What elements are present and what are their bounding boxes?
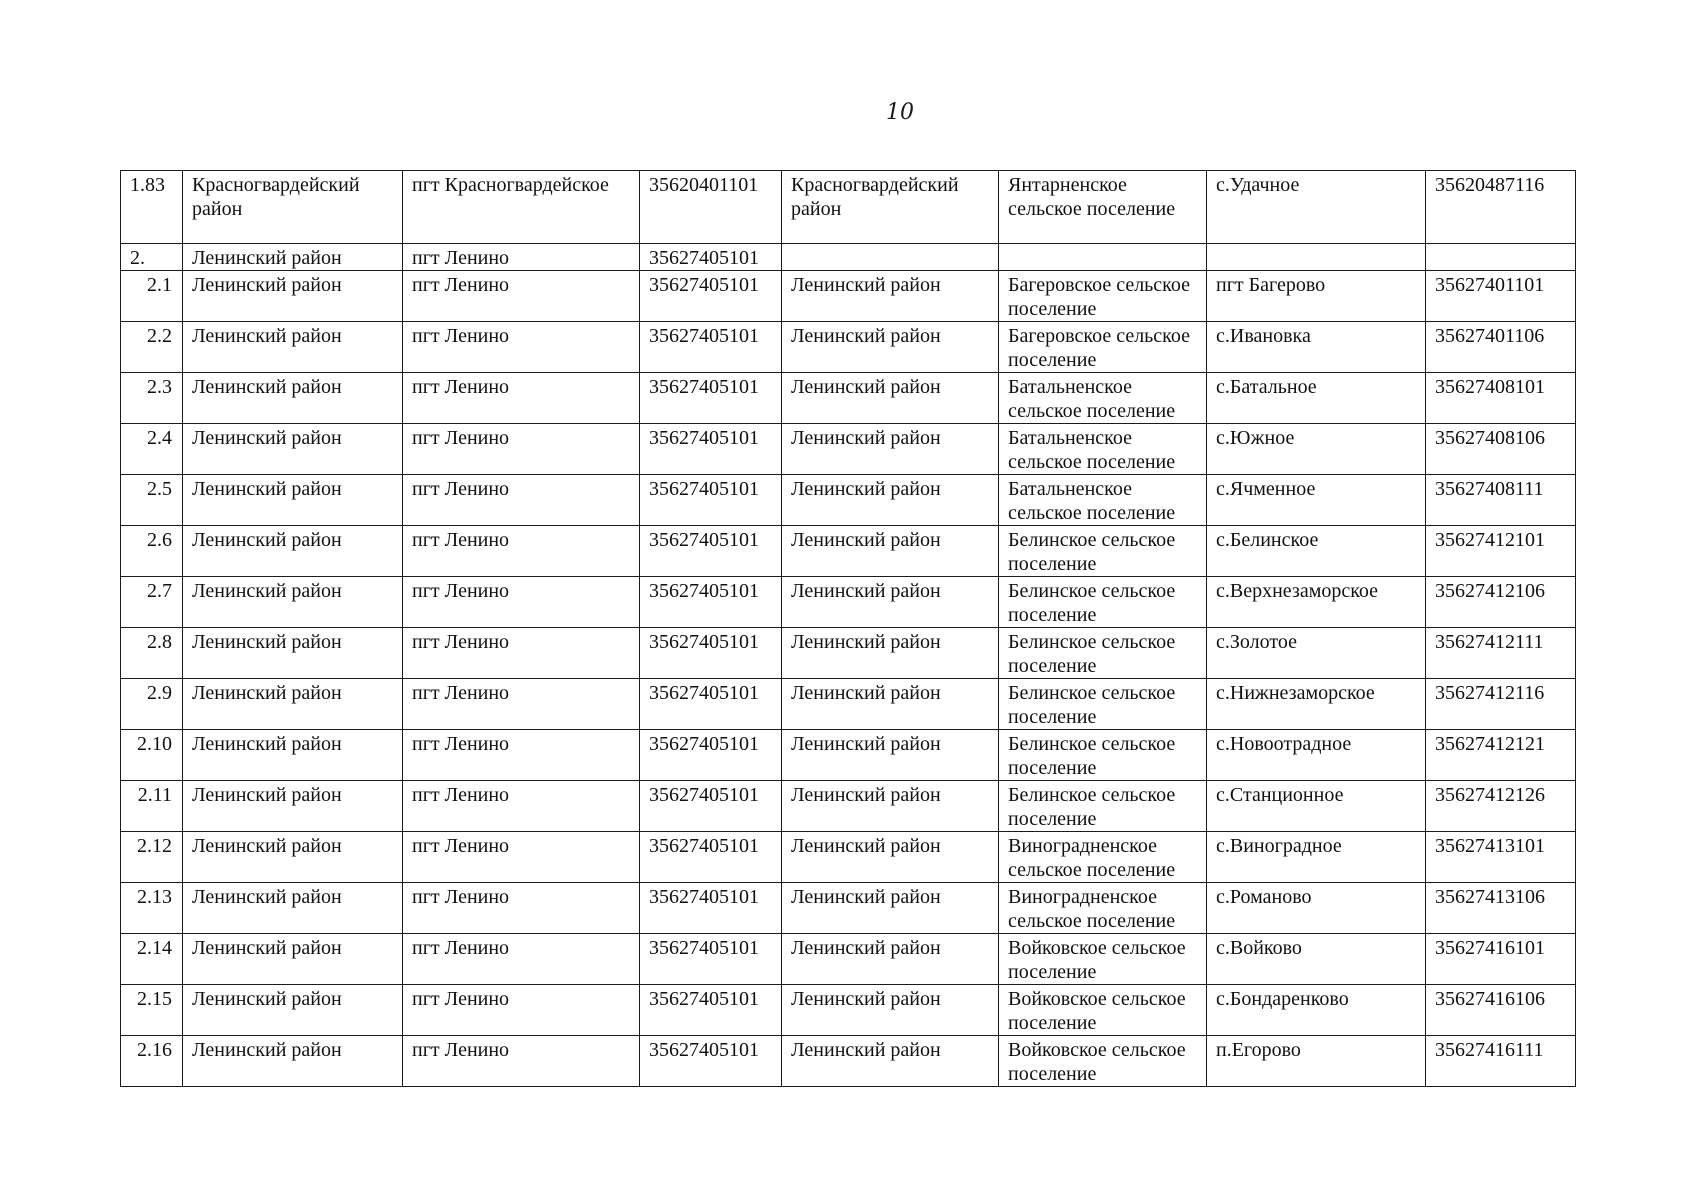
target-district-cell: Ленинский район: [782, 1036, 999, 1087]
target-settlement-cell: с.Ивановка: [1207, 322, 1426, 373]
target-district-cell: Ленинский район: [782, 424, 999, 475]
target-code-cell: [1426, 244, 1576, 271]
source-settlement-cell: пгт Ленино: [403, 526, 640, 577]
row-number-cell: 2.13: [121, 883, 183, 934]
target-settlement-cell: с.Верхнезаморское: [1207, 577, 1426, 628]
target-district-cell: Ленинский район: [782, 883, 999, 934]
table-row: [121, 526, 1576, 577]
target-settlement-cell: с.Удачное: [1207, 171, 1426, 244]
source-district-cell: Ленинский район: [183, 781, 403, 832]
source-settlement-cell: пгт Ленино: [403, 934, 640, 985]
registry-table: [120, 170, 1576, 1087]
table-row: [121, 934, 1576, 985]
source-settlement-cell: пгт Ленино: [403, 730, 640, 781]
municipality-cell: Войковское сельское поселение: [999, 985, 1207, 1036]
target-settlement-cell: п.Егорово: [1207, 1036, 1426, 1087]
target-district-cell: Ленинский район: [782, 526, 999, 577]
table-row: [121, 985, 1576, 1036]
municipality-cell: Янтарненское сельское поселение: [999, 171, 1207, 244]
source-settlement-cell: пгт Ленино: [403, 271, 640, 322]
municipality-cell: Батальненское сельское поселение: [999, 424, 1207, 475]
target-district-cell: Красногвардейский район: [782, 171, 999, 244]
source-district-cell: Ленинский район: [183, 526, 403, 577]
source-code-cell: 35627405101: [640, 730, 782, 781]
table-row: [121, 475, 1576, 526]
registry-table-body: [121, 171, 1576, 1087]
target-code-cell: 35627412126: [1426, 781, 1576, 832]
target-district-cell: Ленинский район: [782, 475, 999, 526]
table-row: [121, 244, 1576, 271]
target-settlement-cell: с.Войково: [1207, 934, 1426, 985]
target-settlement-cell: с.Бондаренково: [1207, 985, 1426, 1036]
page-number: 10: [886, 100, 914, 125]
row-number-cell: 2.4: [121, 424, 183, 475]
row-number-cell: 1.83: [121, 171, 183, 244]
row-number-cell: 2.15: [121, 985, 183, 1036]
source-settlement-cell: пгт Ленино: [403, 322, 640, 373]
target-code-cell: 35627416106: [1426, 985, 1576, 1036]
municipality-cell: Батальненское сельское поселение: [999, 373, 1207, 424]
target-code-cell: 35627412121: [1426, 730, 1576, 781]
table-row: [121, 171, 1576, 244]
target-district-cell: Ленинский район: [782, 373, 999, 424]
source-district-cell: Ленинский район: [183, 679, 403, 730]
table-row: [121, 628, 1576, 679]
row-number-cell: 2.6: [121, 526, 183, 577]
source-code-cell: 35627405101: [640, 781, 782, 832]
source-settlement-cell: пгт Ленино: [403, 883, 640, 934]
target-code-cell: 35627416111: [1426, 1036, 1576, 1087]
source-code-cell: 35627405101: [640, 244, 782, 271]
source-district-cell: Ленинский район: [183, 628, 403, 679]
row-number-cell: 2.5: [121, 475, 183, 526]
source-code-cell: 35620401101: [640, 171, 782, 244]
source-code-cell: 35627405101: [640, 934, 782, 985]
row-number-cell: 2.10: [121, 730, 183, 781]
target-code-cell: 35627408111: [1426, 475, 1576, 526]
source-code-cell: 35627405101: [640, 475, 782, 526]
source-settlement-cell: пгт Ленино: [403, 985, 640, 1036]
source-district-cell: Ленинский район: [183, 985, 403, 1036]
target-district-cell: Ленинский район: [782, 781, 999, 832]
source-settlement-cell: пгт Ленино: [403, 373, 640, 424]
source-code-cell: 35627405101: [640, 832, 782, 883]
source-code-cell: 35627405101: [640, 373, 782, 424]
row-number-cell: 2.11: [121, 781, 183, 832]
source-district-cell: Ленинский район: [183, 577, 403, 628]
target-district-cell: Ленинский район: [782, 934, 999, 985]
source-code-cell: 35627405101: [640, 679, 782, 730]
source-district-cell: Ленинский район: [183, 322, 403, 373]
source-settlement-cell: пгт Ленино: [403, 424, 640, 475]
source-settlement-cell: пгт Ленино: [403, 475, 640, 526]
source-settlement-cell: пгт Ленино: [403, 628, 640, 679]
table-row: [121, 322, 1576, 373]
source-district-cell: Ленинский район: [183, 934, 403, 985]
source-settlement-cell: пгт Ленино: [403, 679, 640, 730]
municipality-cell: Войковское сельское поселение: [999, 934, 1207, 985]
target-settlement-cell: с.Романово: [1207, 883, 1426, 934]
source-district-cell: Ленинский район: [183, 424, 403, 475]
table-row: [121, 781, 1576, 832]
row-number-cell: 2.: [121, 244, 183, 271]
table-row: [121, 679, 1576, 730]
source-code-cell: 35627405101: [640, 424, 782, 475]
target-code-cell: 35627401106: [1426, 322, 1576, 373]
municipality-cell: Белинское сельское поселение: [999, 781, 1207, 832]
source-district-cell: Ленинский район: [183, 730, 403, 781]
target-settlement-cell: с.Белинское: [1207, 526, 1426, 577]
target-settlement-cell: с.Золотое: [1207, 628, 1426, 679]
source-code-cell: 35627405101: [640, 322, 782, 373]
target-code-cell: 35627408106: [1426, 424, 1576, 475]
target-settlement-cell: [1207, 244, 1426, 271]
row-number-cell: 2.14: [121, 934, 183, 985]
source-settlement-cell: пгт Ленино: [403, 832, 640, 883]
target-code-cell: 35627412106: [1426, 577, 1576, 628]
municipality-cell: Белинское сельское поселение: [999, 679, 1207, 730]
target-code-cell: 35620487116: [1426, 171, 1576, 244]
source-code-cell: 35627405101: [640, 1036, 782, 1087]
row-number-cell: 2.12: [121, 832, 183, 883]
municipality-cell: Белинское сельское поселение: [999, 577, 1207, 628]
row-number-cell: 2.2: [121, 322, 183, 373]
target-settlement-cell: с.Ячменное: [1207, 475, 1426, 526]
target-code-cell: 35627413106: [1426, 883, 1576, 934]
municipality-cell: Белинское сельское поселение: [999, 628, 1207, 679]
source-district-cell: Ленинский район: [183, 475, 403, 526]
table-row: [121, 373, 1576, 424]
municipality-cell: Багеровское сельское поселение: [999, 322, 1207, 373]
source-settlement-cell: пгт Ленино: [403, 1036, 640, 1087]
table-row: [121, 730, 1576, 781]
table-row: [121, 577, 1576, 628]
target-district-cell: Ленинский район: [782, 271, 999, 322]
target-settlement-cell: с.Нижнезаморское: [1207, 679, 1426, 730]
municipality-cell: [999, 244, 1207, 271]
target-settlement-cell: пгт Багерово: [1207, 271, 1426, 322]
target-district-cell: Ленинский район: [782, 577, 999, 628]
target-code-cell: 35627413101: [1426, 832, 1576, 883]
target-district-cell: Ленинский район: [782, 985, 999, 1036]
table-row: [121, 832, 1576, 883]
municipality-cell: Белинское сельское поселение: [999, 730, 1207, 781]
source-district-cell: Ленинский район: [183, 1036, 403, 1087]
source-district-cell: Ленинский район: [183, 373, 403, 424]
table-row: [121, 271, 1576, 322]
row-number-cell: 2.9: [121, 679, 183, 730]
source-district-cell: Ленинский район: [183, 244, 403, 271]
source-district-cell: Ленинский район: [183, 883, 403, 934]
target-settlement-cell: с.Новоотрадное: [1207, 730, 1426, 781]
source-district-cell: Ленинский район: [183, 271, 403, 322]
municipality-cell: Войковское сельское поселение: [999, 1036, 1207, 1087]
target-district-cell: Ленинский район: [782, 832, 999, 883]
municipality-cell: Виноградненское сельское поселение: [999, 883, 1207, 934]
row-number-cell: 2.3: [121, 373, 183, 424]
table-row: [121, 1036, 1576, 1087]
row-number-cell: 2.8: [121, 628, 183, 679]
source-code-cell: 35627405101: [640, 577, 782, 628]
target-settlement-cell: с.Виноградное: [1207, 832, 1426, 883]
source-code-cell: 35627405101: [640, 985, 782, 1036]
source-code-cell: 35627405101: [640, 526, 782, 577]
source-settlement-cell: пгт Ленино: [403, 781, 640, 832]
target-settlement-cell: с.Станционное: [1207, 781, 1426, 832]
row-number-cell: 2.7: [121, 577, 183, 628]
source-code-cell: 35627405101: [640, 628, 782, 679]
target-settlement-cell: с.Батальное: [1207, 373, 1426, 424]
table-row: [121, 883, 1576, 934]
target-settlement-cell: с.Южное: [1207, 424, 1426, 475]
source-district-cell: Ленинский район: [183, 832, 403, 883]
target-district-cell: Ленинский район: [782, 322, 999, 373]
source-settlement-cell: пгт Ленино: [403, 244, 640, 271]
source-district-cell: Красногвардейский район: [183, 171, 403, 244]
row-number-cell: 2.1: [121, 271, 183, 322]
target-district-cell: [782, 244, 999, 271]
municipality-cell: Белинское сельское поселение: [999, 526, 1207, 577]
target-code-cell: 35627412116: [1426, 679, 1576, 730]
row-number-cell: 2.16: [121, 1036, 183, 1087]
target-district-cell: Ленинский район: [782, 628, 999, 679]
target-code-cell: 35627412101: [1426, 526, 1576, 577]
municipality-cell: Багеровское сельское поселение: [999, 271, 1207, 322]
source-settlement-cell: пгт Ленино: [403, 577, 640, 628]
municipality-cell: Батальненское сельское поселение: [999, 475, 1207, 526]
target-code-cell: 35627408101: [1426, 373, 1576, 424]
source-code-cell: 35627405101: [640, 883, 782, 934]
source-settlement-cell: пгт Красногвардейское: [403, 171, 640, 244]
target-code-cell: 35627401101: [1426, 271, 1576, 322]
source-code-cell: 35627405101: [640, 271, 782, 322]
target-code-cell: 35627416101: [1426, 934, 1576, 985]
target-district-cell: Ленинский район: [782, 730, 999, 781]
target-district-cell: Ленинский район: [782, 679, 999, 730]
table-row: [121, 424, 1576, 475]
municipality-cell: Виноградненское сельское поселение: [999, 832, 1207, 883]
target-code-cell: 35627412111: [1426, 628, 1576, 679]
